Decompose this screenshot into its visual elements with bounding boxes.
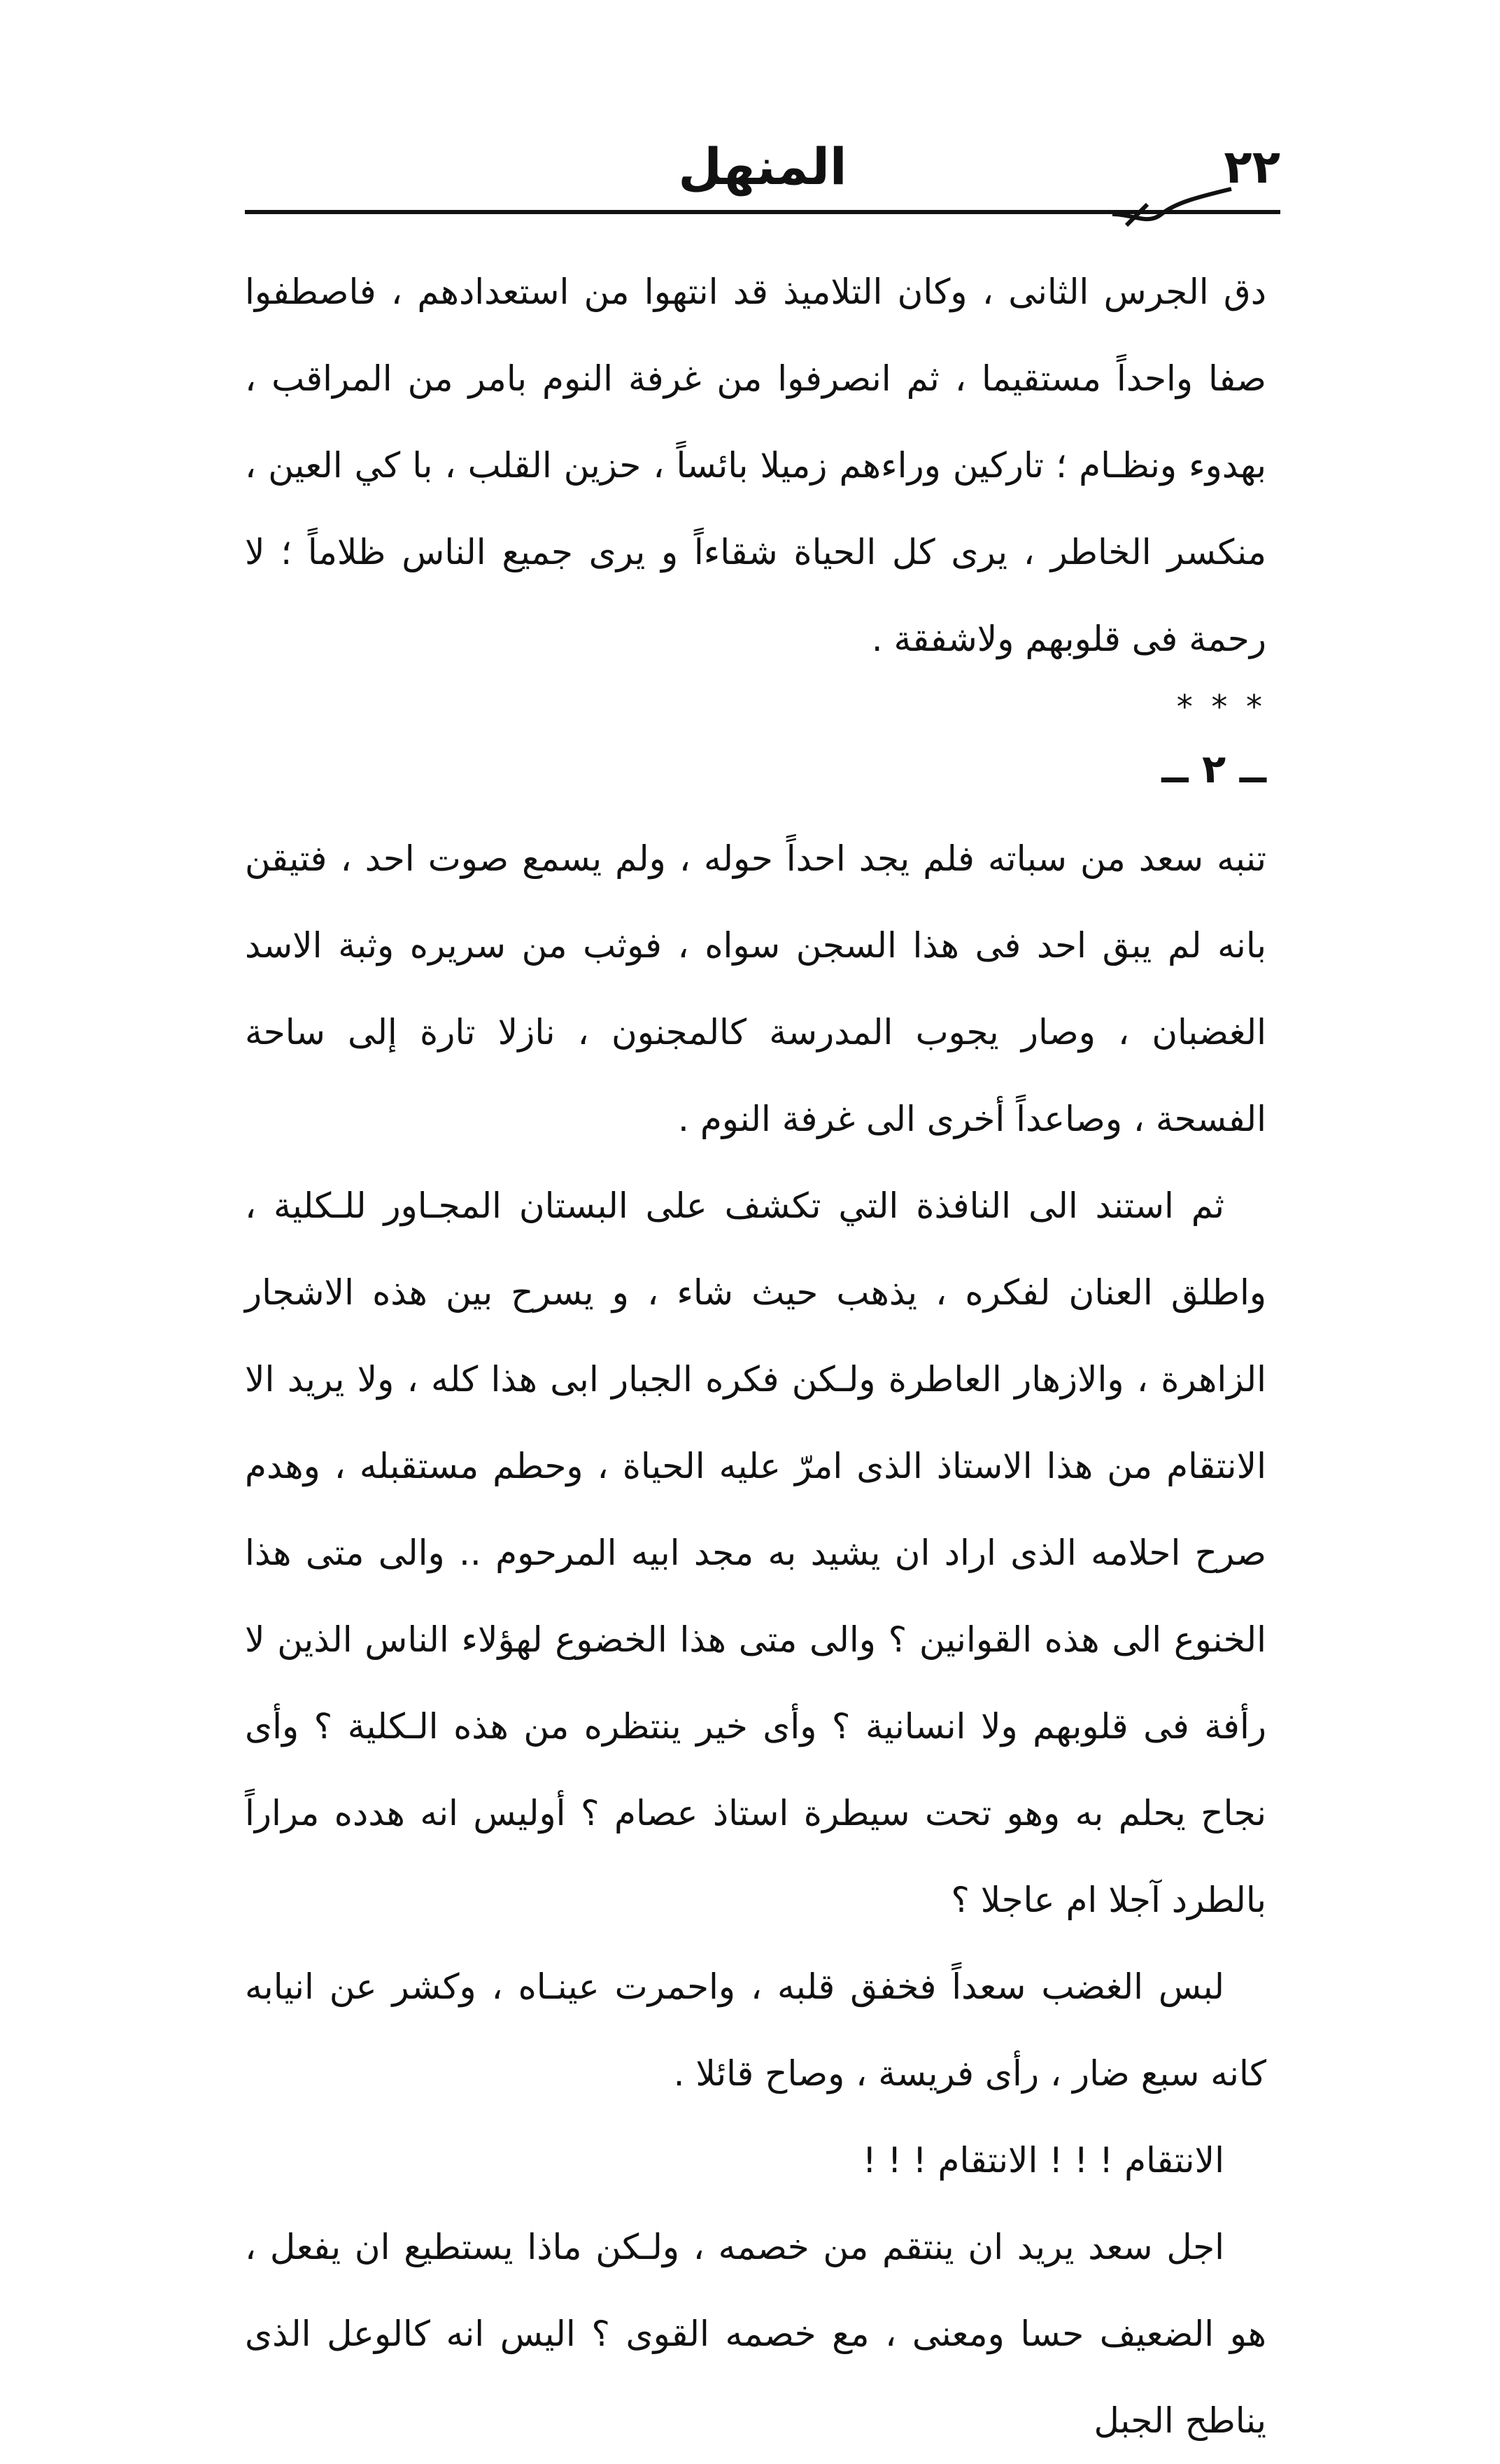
paragraph-5: اجل سعد يريد ان ينتقم من خصمه ، ولـكن ماذا يستطيع ان يفعل ، هو الضعيف حسا ومعنى ، مع خصمه القوى ؟ اليس انه كالوعل الذى يناطح الجبل bbox=[245, 2227, 1266, 2441]
paragraph-1: دق الجرس الثانى ، وكان التلاميذ قد انتهوا من استعدادهم ، فاصطفوا صفا واحداً مستقيما ، ثم انصرفوا من غرفة النوم بامر من المراقب ، بهدوء ونظـام ؛ تاركين وراءهم زميلا بائساً ، حزين القلب ، با كي العين ، منكسر الخاطر ، يرى كل الحياة شقاءاً و يرى جميع الناس ظلاماً ؛ لا رحمة فى قلوبهم ولاشفقة . bbox=[245, 272, 1266, 659]
running-title: المنهل bbox=[678, 137, 847, 196]
page-number: ٢٢ bbox=[1224, 140, 1280, 194]
paragraph-3: ثم استند الى النافذة التي تكشف على البستان المجـاور للـكلية ، واطلق العنان لفكره ، يذهب حيث شاء ، و يسرح بين هذه الاشجار الزاهرة ، والازهار العاطرة ولـكن فكره الجبار ابى هذا كله ، ولا يريد الا الانتقام من هذا الاستاذ الذى امرّ عليه الحياة ، وحطم مستقبله ، وهدم صرح احلامه الذى اراد ان يشيد به مجد ابيه المرحوم .. والى متى هذا الخنوع الى هذه القوانين ؟ والى متى هذا الخضوع لهؤلاء الناس الذين لا رأفة فى قلوبهم ولا انسانية ؟ وأى خير ينتظره من هذه الـكلية ؟ وأى نجاح يحلم به وهو تحت سيطرة استاذ عصام ؟ أوليس انه هدده مراراً بالطرد آجلا ام عاجلا ؟ bbox=[245, 1185, 1266, 1920]
section-number: ــ ٢ ــ bbox=[1161, 747, 1266, 792]
rule-flourish-ornament bbox=[1105, 183, 1238, 232]
page-body bbox=[245, 248, 1266, 2464]
paragraph-4: لبس الغضب سعداً فخفق قلبه ، واحمرت عينـاه ، وكشر عن انيابه كانه سبع ضار ، رأى فريسة ، وصاح قائلا . bbox=[245, 1966, 1266, 2094]
exclamation-line: الانتقام ! ! ! الانتقام ! ! ! bbox=[862, 2140, 1224, 2181]
section-divider-stars: * * * bbox=[1176, 688, 1266, 726]
paragraph-2: تنبه سعد من سباته فلم يجد احداً حوله ، ولم يسمع صوت احد ، فتيقن بانه لم يبق احد فى هذا السجن سواه ، فوثب من سريره وثبة الاسد الغضبان ، وصار يجوب المدرسة كالمجنون ، نازلا تارة إلى ساحة الفسحة ، وصاعداً أخرى الى غرفة النوم . bbox=[245, 838, 1266, 1139]
